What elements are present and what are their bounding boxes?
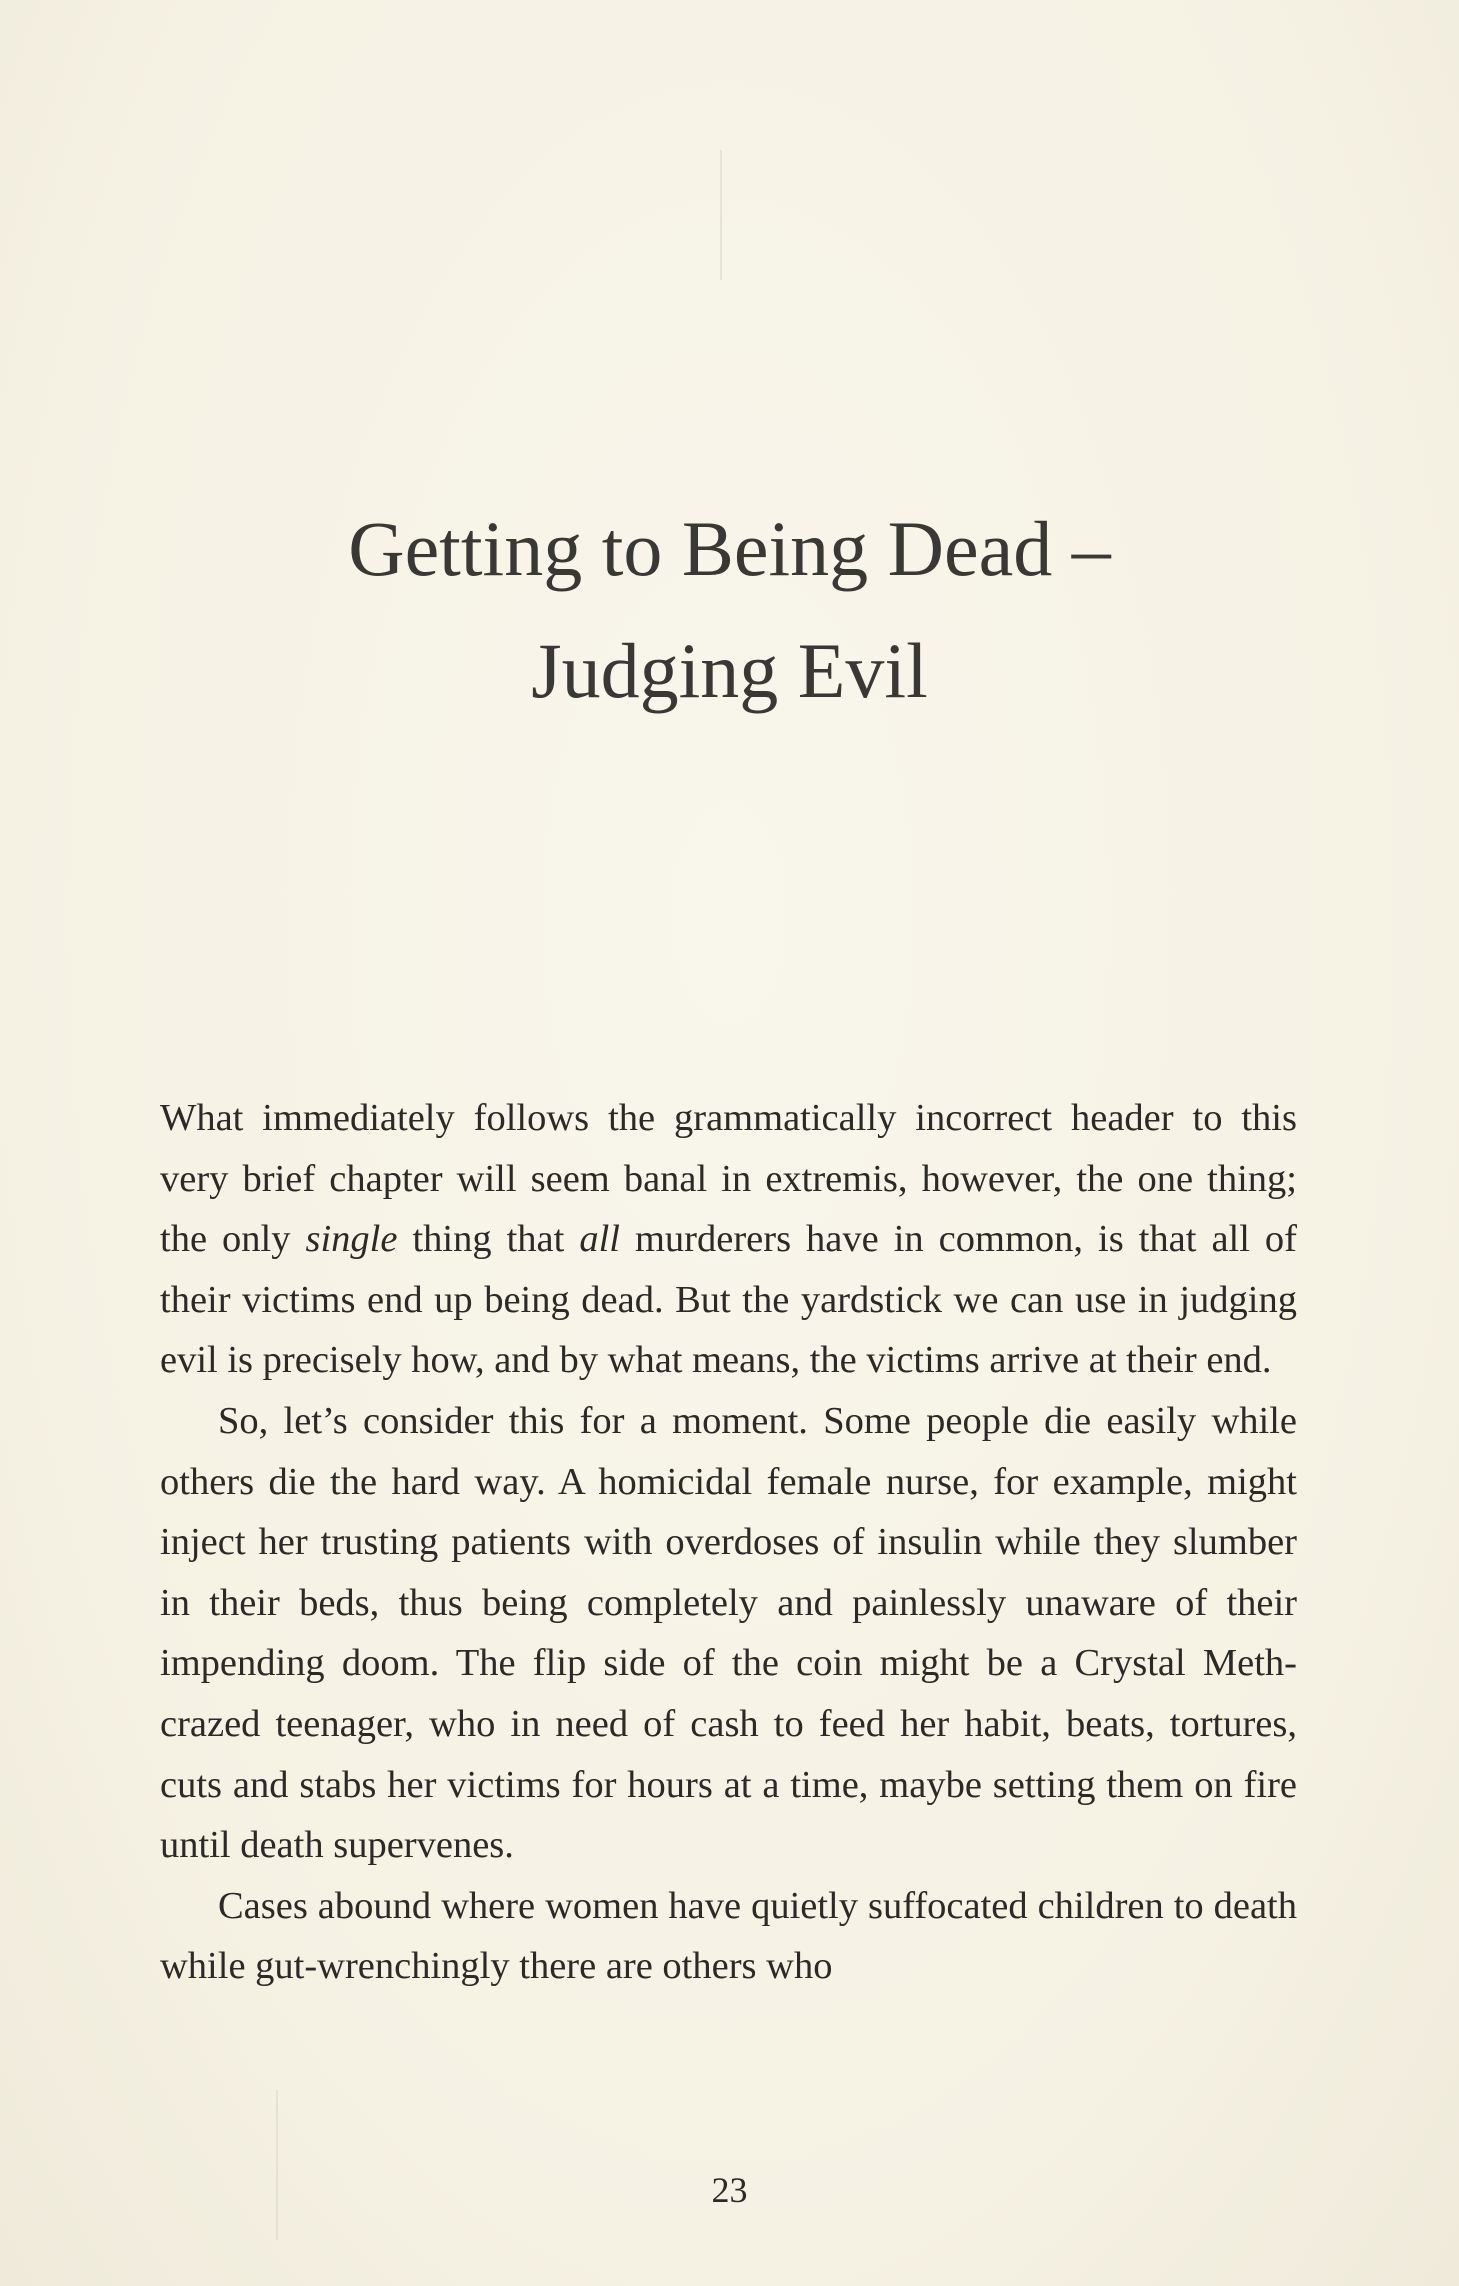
scan-mark	[720, 150, 722, 280]
chapter-title-line-1: Getting to Being Dead –	[348, 505, 1111, 592]
scan-mark	[276, 2090, 278, 2240]
page-number: 23	[711, 2170, 748, 2210]
emphasis-all: all	[579, 1218, 620, 1261]
paragraph-1	[160, 1088, 1297, 1391]
paragraph-1-text-b: thing that	[397, 1218, 580, 1261]
chapter-title	[160, 488, 1299, 732]
paragraph-3: Cases abound where women have quietly suffocated children to death while gut-wrenchingly there are others who	[160, 1884, 1297, 1988]
chapter-title-line-2: Judging Evil	[531, 627, 928, 714]
paragraph-1-text-a: What immediately follows the grammatically incorrect header to this very brief chapter will seem banal in extremis, however, the one thing; the only	[160, 1097, 1297, 1261]
paragraph-2: So, let’s consider this for a moment. Some people die easily while others die the hard way. A homicidal female nurse, for example, might inject her trusting patients with overdoses of insulin while they slumber in their beds, thus being completely and painlessly unaware of their impending doom. The flip side of the coin might be a Crystal Meth-crazed teenager, who in need of cash to feed her habit, beats, tortures, cuts and stabs her victims for hours at a time, maybe setting them on fire until death supervenes.	[160, 1399, 1297, 1867]
emphasis-single: single	[305, 1218, 398, 1261]
paragraph-1-text-c: murderers have in common, is that all of their victims end up being dead. But the yardstick we can use in judging evil is precisely how, and by what means, the victims arrive at their end.	[160, 1218, 1297, 1382]
chapter-body	[160, 1088, 1297, 1997]
